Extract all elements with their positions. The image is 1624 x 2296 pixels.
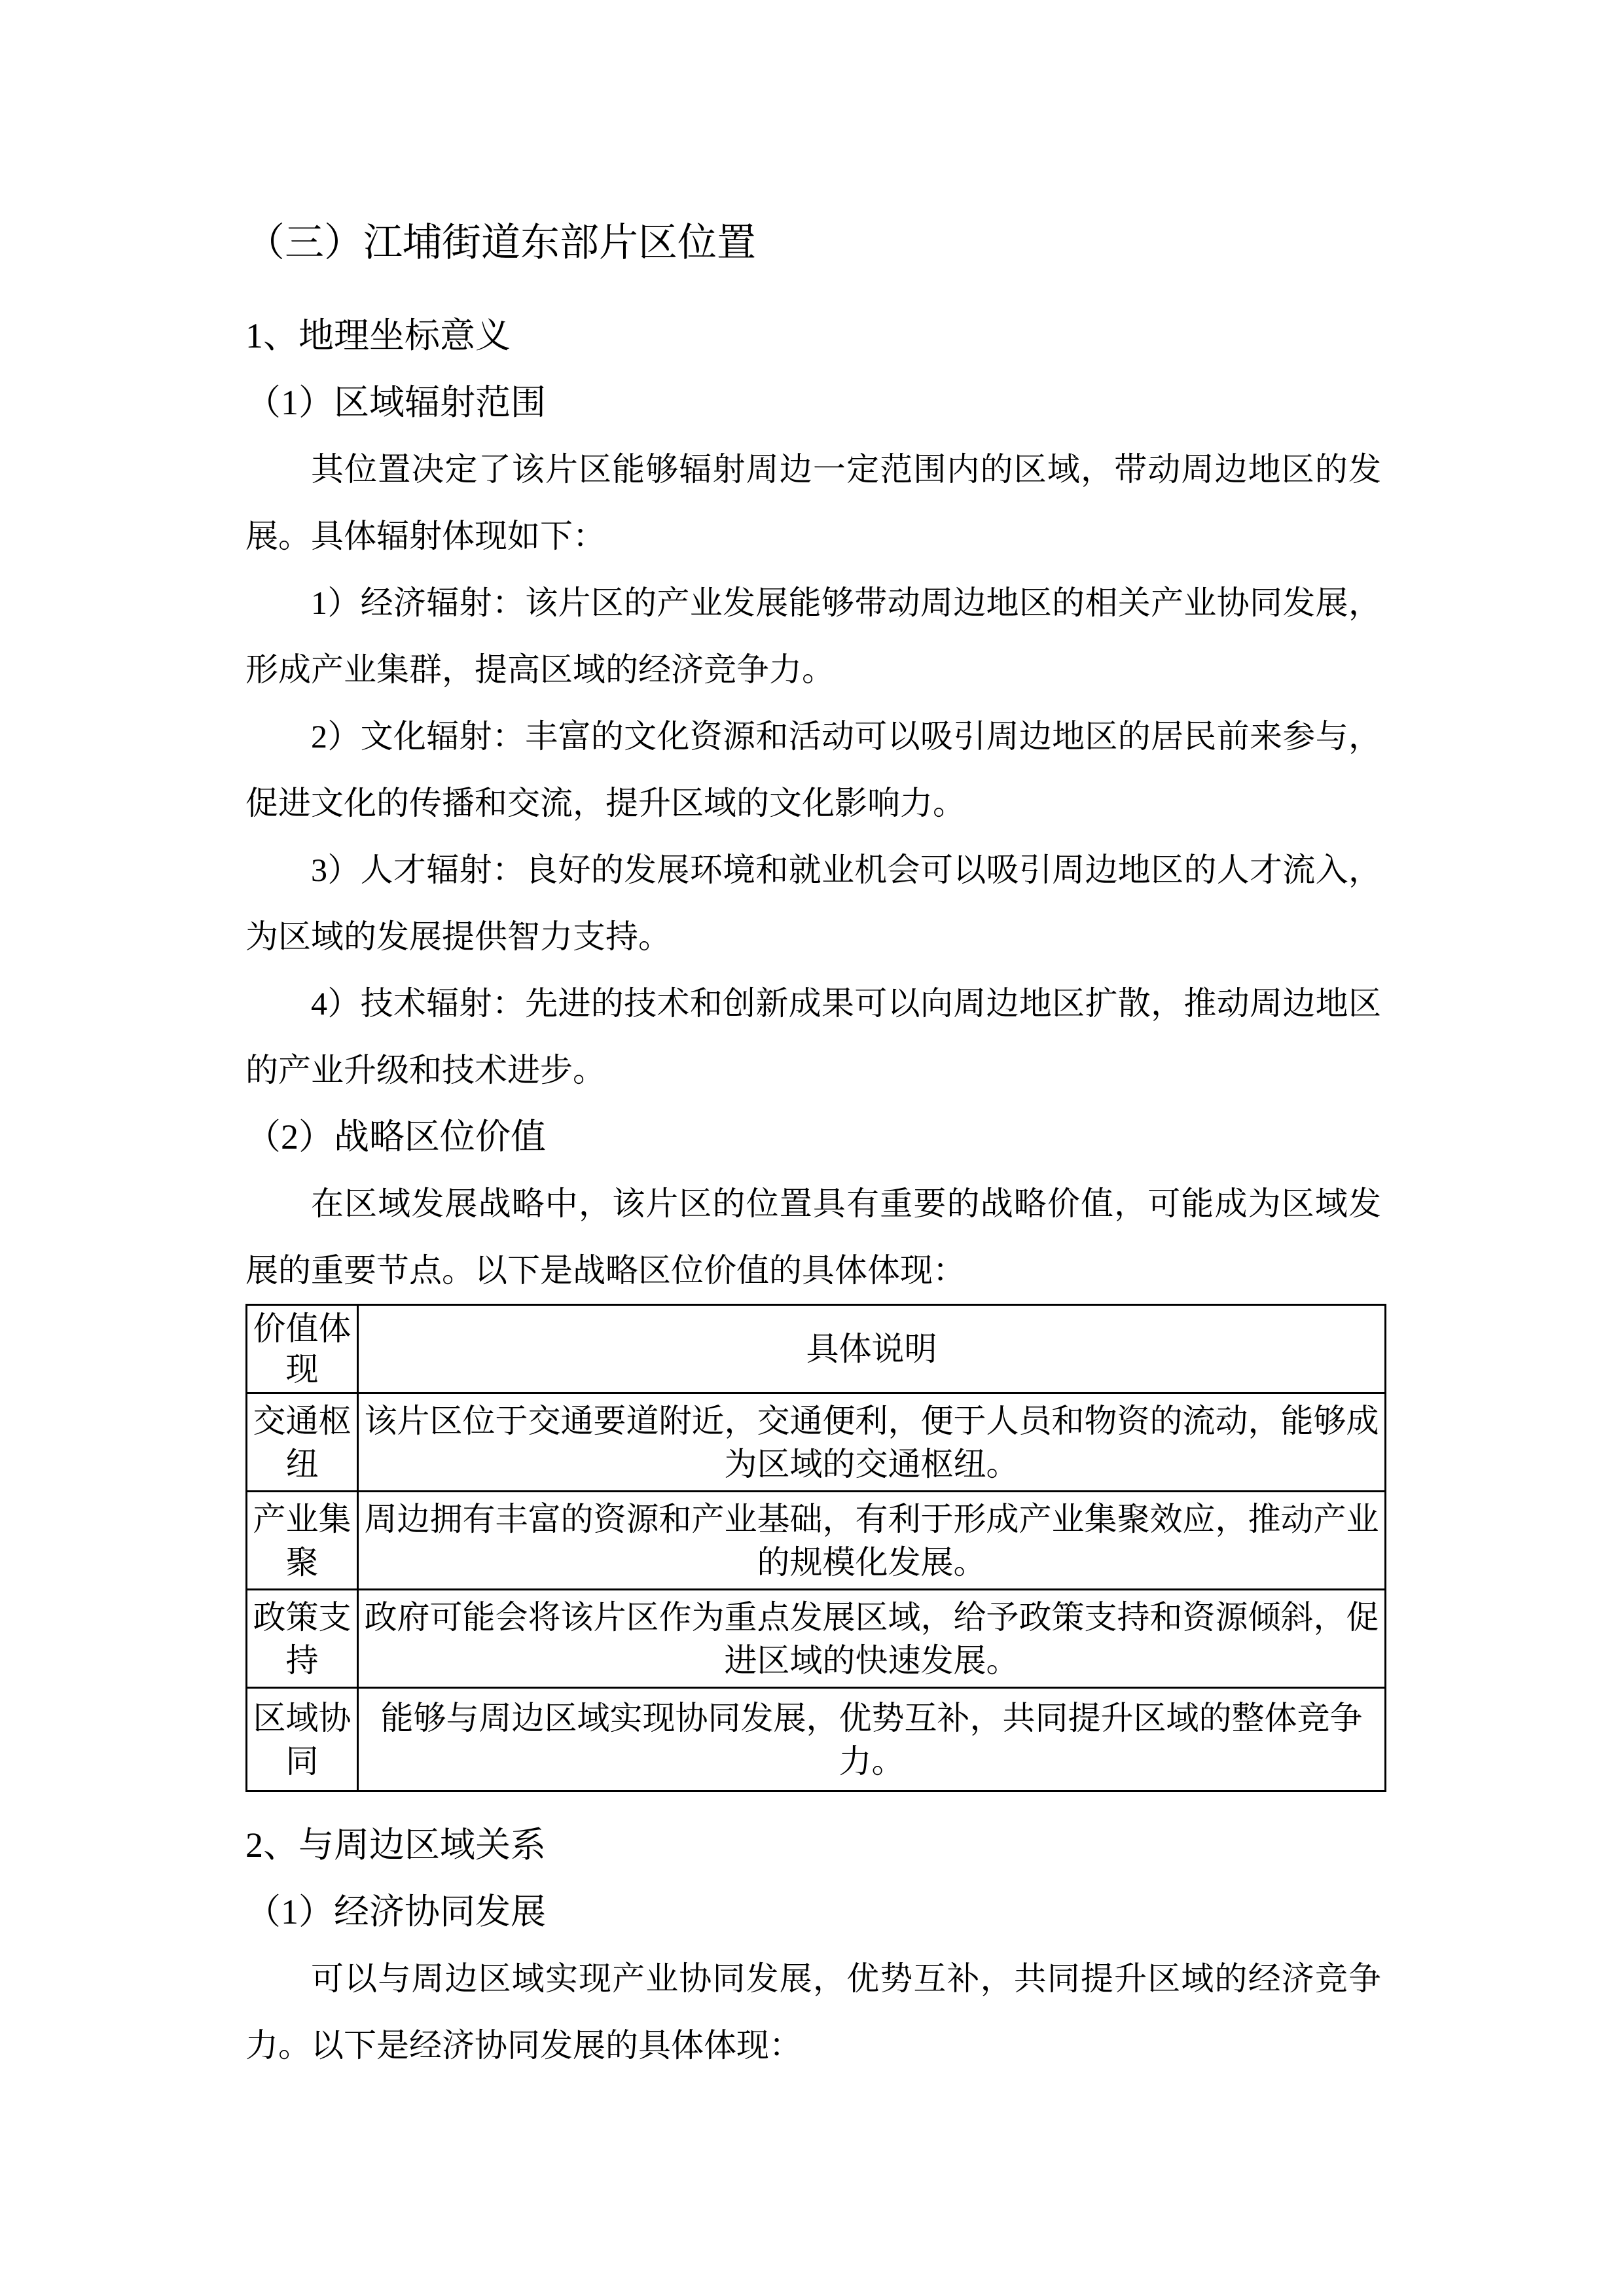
paragraph-cultural-radiation: 2）文化辐射：丰富的文化资源和活动可以吸引周边地区的居民前来参与，促进文化的传播和交流，提升区域的文化影响力。 (245, 718, 1381, 821)
section1-heading: 1、地理坐标意义 (245, 316, 511, 355)
table-row-industry-cluster (247, 1492, 1386, 1590)
table-row-policy-support (247, 1590, 1386, 1688)
paragraph-economic-radiation: 1）经济辐射：该片区的产业发展能够带动周边地区的相关产业协同发展，形成产业集群，提高区域的经济竞争力。 (245, 584, 1381, 688)
paragraph-talent-radiation: 3）人才辐射：良好的发展环境和就业机会可以吸引周边地区的人才流入，为区域的发展提供智力支持。 (245, 852, 1381, 955)
table-cell-label: 政策支持 (247, 1590, 358, 1688)
table-cell-description: 该片区位于交通要道附近，交通便利，便于人员和物资的流动，能够成为区域的交通枢纽。 (358, 1393, 1386, 1492)
paragraph-economic-synergy-intro: 可以与周边区域实现产业协同发展，优势互补，共同提升区域的经济竞争力。以下是经济协同发展的具体体现： (245, 1960, 1381, 2064)
table-cell-description: 能够与周边区域实现协同发展，优势互补，共同提升区域的整体竞争力。 (358, 1688, 1386, 1791)
table-cell-description: 周边拥有丰富的资源和产业基础，有利于形成产业集聚效应，推动产业的规模化发展。 (358, 1492, 1386, 1590)
strategic-value-table (245, 1304, 1386, 1792)
table-cell-label: 区域协同 (247, 1688, 358, 1791)
table-cell-label: 交通枢纽 (247, 1393, 358, 1492)
paragraph-strategic-intro: 在区域发展战略中，该片区的位置具有重要的战略价值，可能成为区域发展的重要节点。以下是战略区位价值的具体体现： (245, 1185, 1381, 1289)
section1-sub2-heading: （2）战略区位价值 (245, 1117, 546, 1157)
doc-title: （三）江埔街道东部片区位置 (245, 221, 756, 264)
table-header-value-cell: 价值体现 (247, 1305, 358, 1393)
table-cell-description: 政府可能会将该片区作为重点发展区域，给予政策支持和资源倾斜，促进区域的快速发展。 (358, 1590, 1386, 1688)
table-row-transport-hub (247, 1393, 1386, 1492)
section1-sub1-heading: （1）区域辐射范围 (245, 383, 546, 422)
paragraph-technology-radiation: 4）技术辐射：先进的技术和创新成果可以向周边地区扩散，推动周边地区的产业升级和技术进步。 (245, 985, 1381, 1088)
table-header-row (247, 1305, 1386, 1393)
paragraph-radiation-intro: 其位置决定了该片区能够辐射周边一定范围内的区域，带动周边地区的发展。具体辐射体现如下： (245, 451, 1381, 554)
section2-sub1-heading: （1）经济协同发展 (245, 1892, 546, 1931)
section2-heading: 2、与周边区域关系 (245, 1825, 546, 1865)
table-header-desc-cell: 具体说明 (358, 1305, 1386, 1393)
table-row-regional-synergy (247, 1688, 1386, 1791)
table-cell-label: 产业集聚 (247, 1492, 358, 1590)
